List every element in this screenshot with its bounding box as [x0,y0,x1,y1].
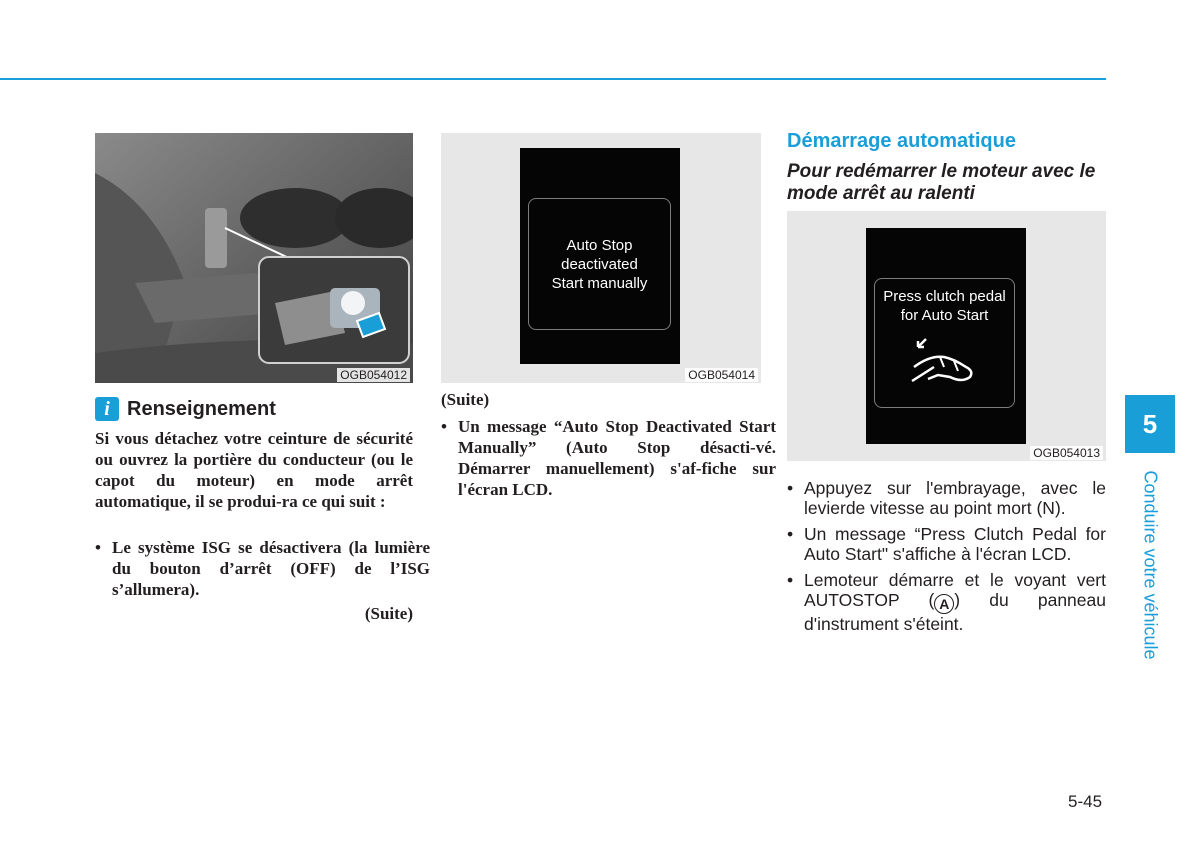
lcd-screen [520,148,680,364]
figure-code: OGB054013 [1030,446,1103,460]
lcd-line: Start manually [551,274,648,292]
note-paragraph: Si vous détachez votre ceinture de sécurité ou ouvrez la portière du conducteur (ou le capot du moteur) en mode arrêt automatique, il se produi-ra ce qui suit : [95,429,413,511]
autostop-indicator-icon: A [934,594,954,614]
list-item [787,570,1106,634]
list-item-text: ) du panneau d'instrument s'éteint. [804,590,1106,634]
lcd-message-box [874,278,1015,408]
section-subtitle: Pour redémarrer le moteur avec le mode arrêt au ralenti [787,161,1096,204]
note-bullet: • Le système ISG se désactivera (la lumière du bouton d’arrêt (OFF) de l’ISG s’allumera). [95,537,430,600]
isg-button-photo [95,133,413,383]
continued-label: (Suite) [364,604,413,623]
restart-steps-list [787,478,1106,640]
lcd-line: for Auto Start [900,307,989,324]
lcd-auto-stop-figure [441,133,761,383]
figure-code: OGB054014 [685,368,758,382]
note-heading [95,397,276,421]
lcd-line: deactivated [561,255,638,273]
list-item-text: Lemoteur démarre et le voyant vert AUTOSTOP ( [804,570,1106,610]
console-illustration [95,133,413,383]
section-title: Démarrage automatique [787,130,1016,152]
chapter-tab: 5 [1125,395,1175,453]
info-icon: i [95,397,119,421]
page-number: 5-45 [1068,792,1103,811]
list-item: • Appuyez sur l'embrayage, avec le levierde vitesse au point mort (N). [787,478,1106,518]
top-rule [0,78,1106,80]
list-item: • Un message “Press Clutch Pedal for Auto Start" s'affiche à l'écran LCD. [787,524,1106,564]
lcd-screen [866,228,1026,444]
continued-label: (Suite) [441,390,490,409]
lcd-line: Auto Stop [566,236,633,254]
figure-code: OGB054012 [337,368,410,382]
lcd-message-bullet: • Un message “Auto Stop Deactivated Start Manually” (Auto Stop désacti-vé. Démarrer manuellement) s'af-fiche sur l'écran LCD. [441,416,776,500]
chapter-title: Conduire votre véhicule [1140,470,1161,660]
note-title: Renseignement [127,397,276,420]
lcd-clutch-figure [787,211,1106,461]
clutch-pedal-icon [910,337,980,385]
lcd-line: Press clutch pedal [883,288,1006,305]
lcd-message-box [528,198,671,330]
